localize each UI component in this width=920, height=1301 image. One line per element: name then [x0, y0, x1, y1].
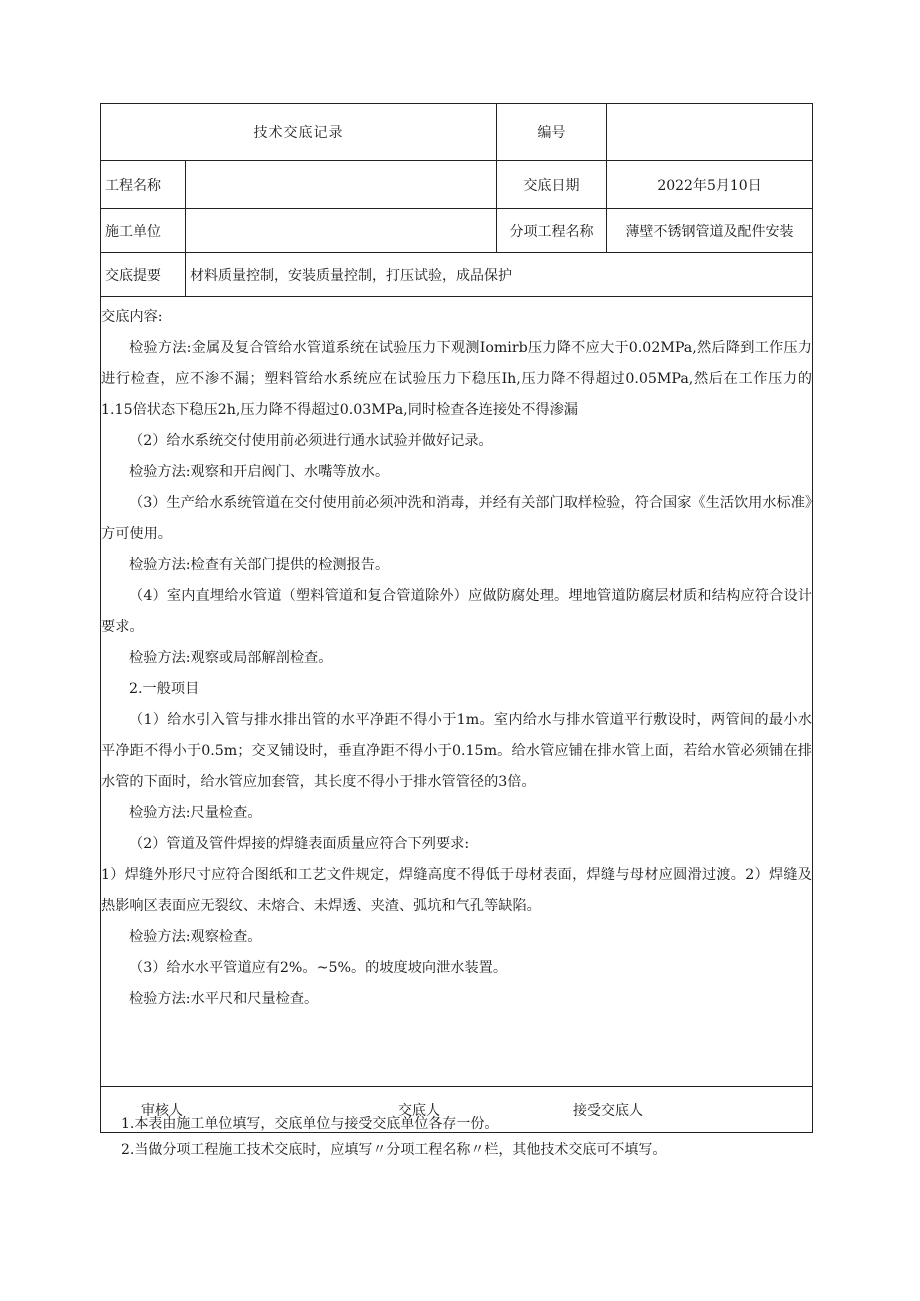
reviewer-label: 审核人 [141, 1102, 183, 1119]
content-paragraph: （2）管道及管件焊接的焊缝表面质量应符合下列要求: [129, 836, 470, 852]
number-value [607, 104, 813, 161]
content-paragraph: 1）焊缝外形尺寸应符合图纸和工艺文件规定，焊缝高度不得低于母材表面，焊缝与母材应圆滑过渡。2）焊缝及热影响区表面应无裂纹、未熔合、未焊透、夹渣、弧坑和气孔等缺陷。 [101, 867, 812, 914]
content-paragraph: （2）给水系统交付使用前必须进行通水试验并做好记录。 [129, 433, 493, 449]
content-paragraph: 检验方法:观察检查。 [129, 929, 262, 945]
subitem-value: 薄壁不锈钢管道及配件安装 [607, 209, 813, 253]
content-paragraph: 检验方法:检查有关部门提供的检测报告。 [129, 557, 390, 573]
summary-value: 材料质量控制，安装质量控制，打压试验，成品保护 [186, 253, 813, 297]
number-label: 编号 [497, 104, 607, 161]
subitem-label: 分项工程名称 [497, 209, 607, 253]
discloser-label: 交底人 [398, 1102, 440, 1119]
content-paragraph: （3）生产给水系统管道在交付使用前必须冲洗和消毒，并经有关部门取样检验，符合国家《生活饮用水标准》方可使用。 [101, 495, 812, 542]
summary-label: 交底提要 [101, 253, 186, 297]
unit-label: 施工单位 [101, 209, 186, 253]
content-paragraph: 检验方法:水平尺和尺量检查。 [129, 991, 319, 1007]
disclosure-content [101, 297, 813, 1087]
content-paragraph: 2.一般项目 [129, 681, 200, 697]
project-name-value [186, 161, 497, 209]
disclosure-form-table [100, 103, 813, 1133]
project-name-label: 工程名称 [101, 161, 186, 209]
receiver-label: 接受交底人 [573, 1102, 643, 1119]
content-paragraph: （1）给水引入管与排水排出管的水平净距不得小于1m。室内给水与排水管道平行敷设时，两管间的最小水平净距不得小于0.5m；交叉铺设时，垂直净距不得小于0.15m。给水管应铺在排水管上面，若给水管必须铺在排水管的下面时，给水管应加套管，其长度不得小于排水管管径的3倍。 [101, 712, 812, 790]
unit-value [186, 209, 497, 253]
form-title: 技术交底记录 [101, 104, 497, 161]
content-paragraph: 检验方法:金属及复合管给水管道系统在试验压力下观测Iomirb压力降不应大于0.02MPa,然后降到工作压力进行检查，应不渗不漏；塑料管给水系统应在试验压力下稳压Ih,压力降不得超过0.05MPa,然后在工作压力的1.15倍状态下稳压2h,压力降不得超过0.03MPa,同时检查各连接处不得渗漏 [101, 340, 812, 418]
date-value: 2022年5月10日 [607, 161, 813, 209]
content-paragraph: （4）室内直埋给水管道（塑料管道和复合管道除外）应做防腐处理。埋地管道防腐层材质和结构应符合设计要求。 [101, 588, 812, 635]
content-paragraph: 检验方法:观察和开启阀门、水嘴等放水。 [129, 464, 390, 480]
content-paragraph: 检验方法:尺量检查。 [129, 805, 262, 821]
date-label: 交底日期 [497, 161, 607, 209]
content-paragraph: （3）给水水平管道应有2%。~5%。的坡度坡向泄水装置。 [129, 960, 508, 976]
footnote: 1.本表由施工单位填写，交底单位与接受交底单位各存一份。 [121, 1116, 499, 1132]
footnotes [121, 1111, 666, 1163]
content-heading: 交底内容: [101, 309, 163, 325]
footnote: 2.当做分项工程施工技术交底时，应填写〃分项工程名称〃栏，其他技术交底可不填写。 [121, 1142, 667, 1158]
content-paragraph: 检验方法:观察或局部解剖检查。 [129, 650, 333, 666]
